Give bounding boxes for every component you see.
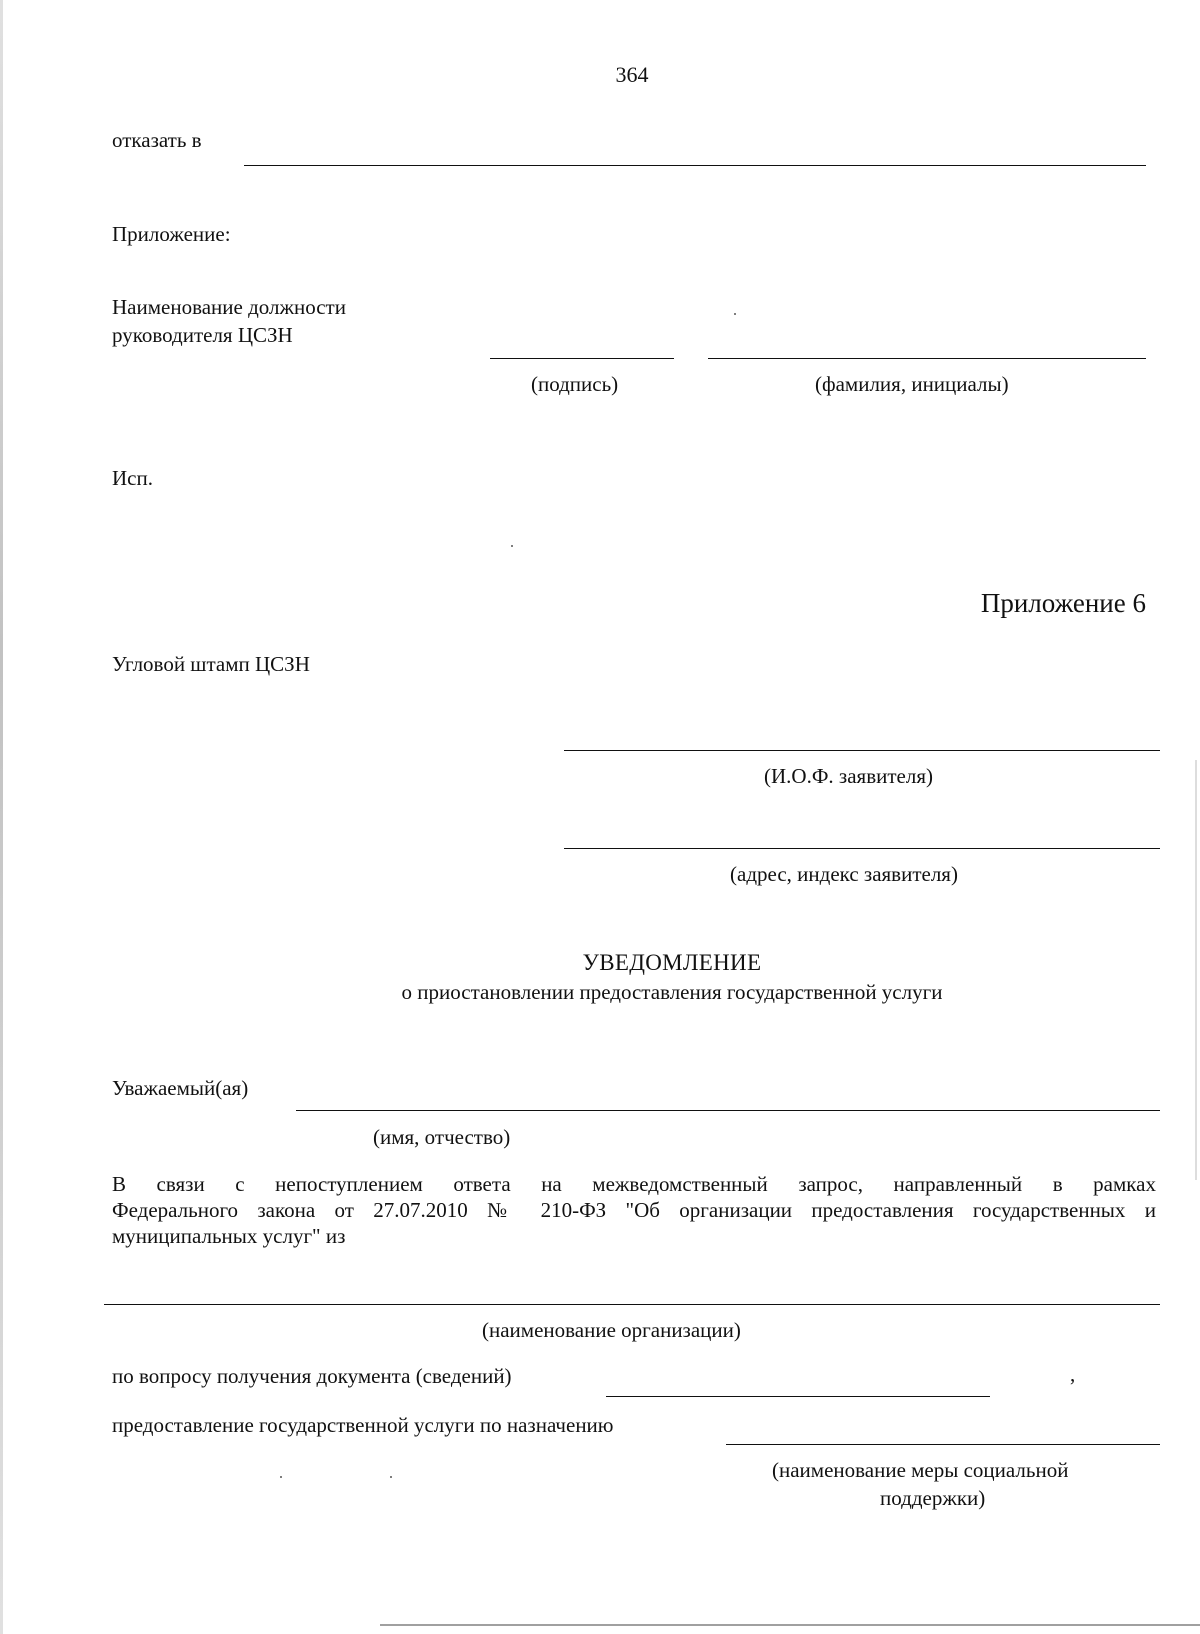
page-number: 364 [615, 62, 649, 87]
salutation-line [296, 1110, 1160, 1111]
service-purpose-label: предоставление государственной услуги по назначению [112, 1413, 614, 1437]
comma: , [1070, 1362, 1076, 1386]
refuse-label: отказать в [112, 128, 202, 152]
corner-stamp-label: Угловой штамп ЦСЗН [112, 652, 310, 676]
service-purpose-line [726, 1444, 1160, 1445]
head-name-caption: (фамилия, инициалы) [815, 372, 1009, 396]
head-position-line1: Наименование должности [112, 295, 346, 319]
scan-speck [390, 1476, 392, 1478]
applicant-address-line [564, 848, 1160, 849]
scan-speck [280, 1476, 282, 1478]
head-position-line2: руководителя ЦСЗН [112, 323, 293, 347]
body-line-1: В связи с непоступлением ответа на межведомственный запрос, направленный в рамках [112, 1172, 1156, 1196]
applicant-name-line [564, 750, 1160, 751]
body-line-2: Федерального закона от 27.07.2010 № 210-ФЗ "Об организации предоставления государственных и [112, 1198, 1156, 1222]
salutation-caption: (имя, отчество) [373, 1125, 511, 1149]
document-question-line [606, 1396, 990, 1397]
head-name-line [708, 358, 1146, 359]
scan-speck [734, 313, 736, 315]
attachment-label: Приложение: [112, 222, 231, 246]
applicant-address-caption: (адрес, индекс заявителя) [730, 862, 958, 886]
organization-caption: (наименование организации) [482, 1318, 741, 1342]
scan-edge-left [0, 0, 3, 1634]
executor-label: Исп. [112, 466, 153, 490]
applicant-name-caption: (И.О.Ф. заявителя) [764, 764, 933, 788]
notice-subtitle: о приостановлении предоставления государственной услуги [401, 980, 943, 1004]
notice-title: УВЕДОМЛЕНИЕ [582, 950, 762, 975]
document-question-label: по вопросу получения документа (сведений) [112, 1364, 512, 1388]
appendix-title: Приложение 6 [980, 588, 1146, 618]
organization-line [104, 1304, 1160, 1305]
scan-edge-bottom [380, 1624, 1200, 1626]
body-line-3: муниципальных услуг" из [112, 1224, 346, 1248]
signature-line [490, 358, 674, 359]
support-caption-line2: поддержки) [880, 1486, 986, 1510]
salutation-label: Уважаемый(ая) [112, 1076, 249, 1100]
signature-caption: (подпись) [531, 372, 619, 396]
support-caption-line1: (наименование меры социальной [772, 1458, 1069, 1482]
refuse-field-line [244, 165, 1146, 166]
scan-speck [511, 545, 513, 547]
